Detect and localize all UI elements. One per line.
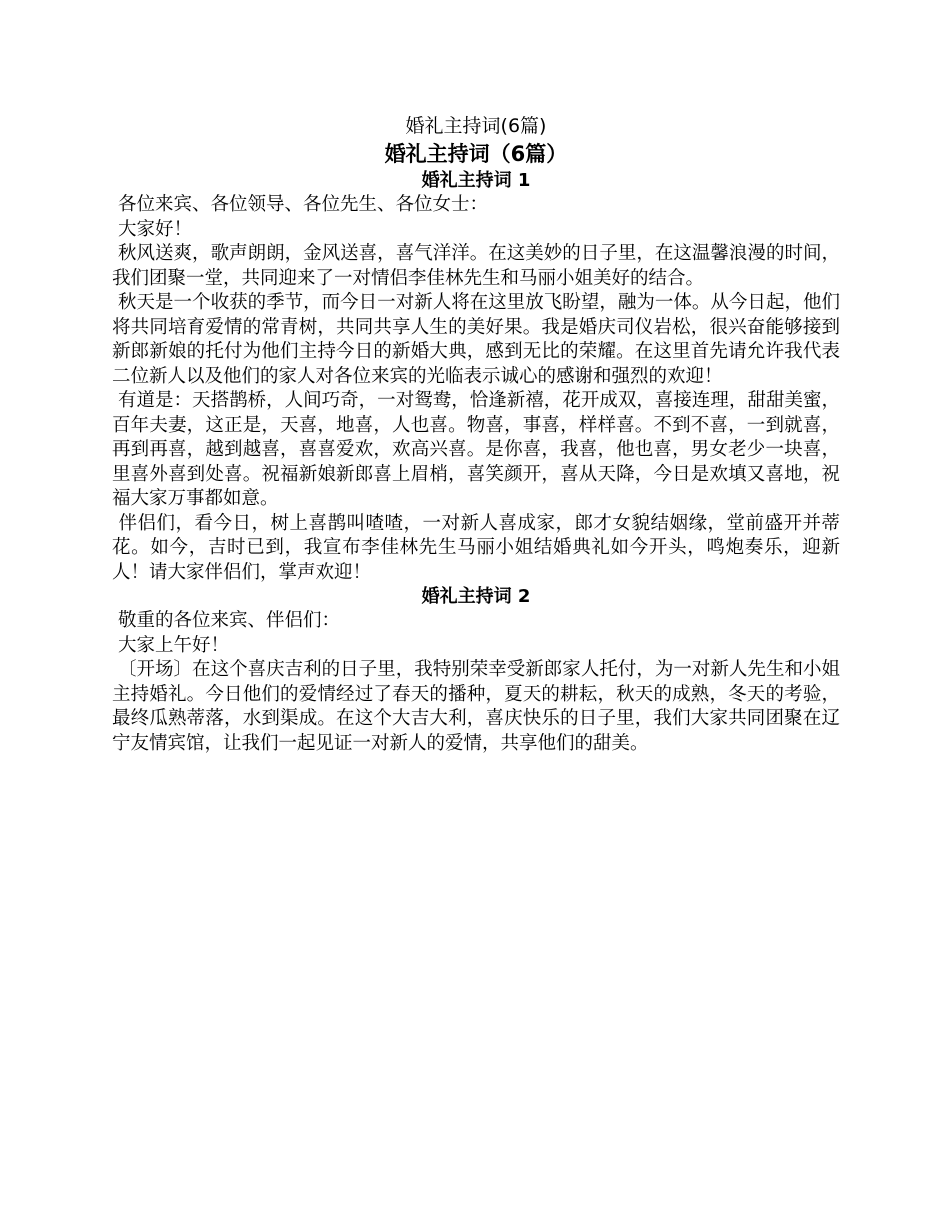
document-page	[112, 113, 840, 756]
document-title: 婚礼主持词(6篇)	[405, 115, 547, 137]
paragraph: 各位来宾、各位领导、各位先生、各位女士：	[118, 194, 489, 215]
paragraph: 秋风送爽，歌声朗朗，金风送喜，喜气洋洋。在这美妙的日子里，在这温馨浪漫的时间，我们团聚一堂，共同迎来了一对情侣李佳林先生和马丽小姐美好的结合。	[112, 243, 840, 289]
paragraph: 秋天是一个收获的季节，而今日一对新人将在这里放飞盼望，融为一体。从今日起，他们将共同培育爱情的常青树，共同共享人生的美好果。我是婚庆司仪岩松，很兴奋能够接到新郎新娘的托付为他们主持今日的新婚大典，感到无比的荣耀。在这里首先请允许我代表二位新人以及他们的家人对各位来宾的光临表示诚心的感谢和强烈的欢迎！	[112, 292, 840, 387]
paragraph: 大家上午好！	[118, 634, 230, 656]
main-heading: 婚礼主持词（6篇）	[384, 142, 568, 166]
paragraph: 〔开场〕在这个喜庆吉利的日子里，我特别荣幸受新郎家人托付，为一对新人先生和小姐主持婚礼。今日他们的爱情经过了春天的播种，夏天的耕耘，秋天的成熟，冬天的考验，最终瓜熟蒂落，水到渠成。在这个大吉大利，喜庆快乐的日子里，我们大家共同团聚在辽宁友情宾馆，让我们一起见证一对新人的爱情，共享他们的甜美。	[112, 659, 840, 754]
section-1	[112, 169, 840, 585]
paragraph: 伴侣们，看今日，树上喜鹊叫喳喳，一对新人喜成家，郎才女貌结姻缘，堂前盛开并蒂花。如今，吉时已到，我宣布李佳林先生马丽小姐结婚典礼如今开头，鸣炮奏乐，迎新人！请大家伴侣们，掌声欢迎！	[112, 512, 840, 583]
section-heading: 婚礼主持词 2	[421, 586, 531, 607]
section-2	[112, 585, 840, 756]
section-heading: 婚礼主持词 1	[421, 170, 531, 191]
paragraph: 有道是：天搭鹊桥，人间巧奇，一对鸳鸯，恰逢新禧，花开成双，喜接连理，甜甜美蜜，百年夫妻，这正是，天喜，地喜，人也喜。物喜，事喜，样样喜。不到不喜，一到就喜，再到再喜，越到越喜，喜喜爱欢，欢高兴喜。是你喜，我喜，他也喜，男女老少一块喜，里喜外喜到处喜。祝福新娘新郎喜上眉梢，喜笑颜开，喜从天降，今日是欢填又喜地，祝福大家万事都如意。	[112, 390, 840, 509]
paragraph: 大家好！	[118, 218, 193, 240]
paragraph: 敬重的各位来宾、伴侣们：	[118, 610, 341, 631]
